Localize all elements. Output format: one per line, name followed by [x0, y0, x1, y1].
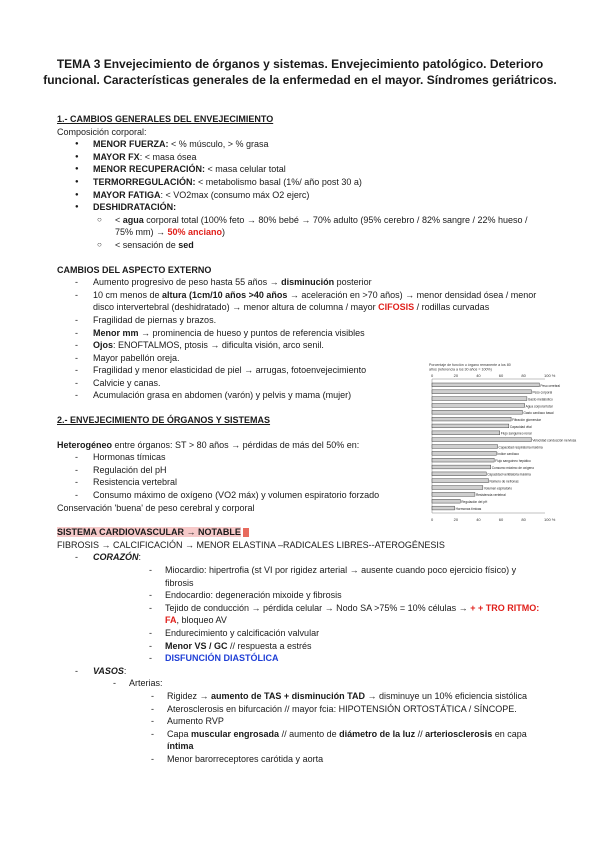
- list-item: - Menor mm → prominencia de hueso y puntos de referencia visibles: [57, 327, 547, 340]
- chart-tick-label-top: 40: [476, 373, 481, 378]
- chart-category-label: Gasto metabólico: [527, 397, 553, 402]
- chart-bar: [432, 424, 509, 428]
- vessels-list: [57, 665, 547, 678]
- chart-tick-label: 0: [431, 517, 434, 522]
- chart-bar: [432, 492, 475, 496]
- list-item: - Capa muscular engrosada // aumento de diámetro de la luz // arteriosclerosis en capa íntima: [59, 728, 547, 753]
- composition-intro: Composición corporal:: [57, 126, 147, 137]
- list-item: ○ < agua corporal total (100% feto → 80% bebé → 70% adulto (95% cerebro / 82% sangre / 22% hueso / 75% mm) → 50% anciano): [57, 214, 547, 239]
- chart-bar: [432, 383, 539, 387]
- chart-bar: [432, 479, 489, 483]
- chart-bar: [432, 472, 486, 476]
- chart-tick-label-top: 60: [498, 373, 504, 378]
- list-item: - Resistencia vertebral: [57, 476, 547, 489]
- list-item: - Fragilidad y menor elasticidad de piel → arrugas, fotoenvejecimiento: [57, 364, 547, 377]
- chart-bar: [432, 431, 500, 435]
- conservation-note: Conservación 'buena' de peso cerebral y corporal: [57, 502, 255, 513]
- chart-bar: [432, 506, 455, 510]
- heterogeneous-intro: Heterogéneo entre órganos: ST > 80 años → pérdidas de más del 50% en:: [57, 439, 360, 450]
- list-item: ● MAYOR FATIGA: < VO2max (consumo máx O2 ejerc): [57, 189, 547, 202]
- list-item: - Endurecimiento y calcificación valvular: [57, 627, 547, 640]
- chart-bar: [432, 458, 494, 462]
- chart-bar: [432, 445, 498, 449]
- list-item: ● MENOR FUERZA: < % músculo, > % grasa: [57, 138, 547, 151]
- chart-tick-label: 40: [476, 517, 481, 522]
- chart-bar: [432, 410, 522, 414]
- chart-category-label: Capacidad respiratoria máxima: [498, 445, 543, 450]
- list-item: - Consumo máximo de oxígeno (VO2 máx) y volumen espiratorio forzado: [57, 489, 547, 502]
- list-item: - Hormonas tímicas: [57, 451, 547, 464]
- heart-list: [57, 564, 547, 665]
- section-heading-organos: 2.- ENVEJECIMIENTO DE ÓRGANOS Y SISTEMAS: [57, 415, 271, 426]
- list-item: - Menor VS / GC // respuesta a estrés: [57, 640, 547, 653]
- arteries-list: [59, 690, 547, 766]
- chart-category-label: Peso corporal: [532, 390, 553, 395]
- chart-category-label: Agua corporal total: [525, 404, 553, 409]
- chart-tick-label: 20: [453, 517, 459, 522]
- chart-category-label: Peso cerebral: [540, 383, 561, 388]
- list-item: - Rigidez → aumento de TAS + disminución TAD → disminuye un 10% eficiencia sistólica: [59, 690, 547, 703]
- chart-bar: [432, 486, 483, 490]
- chart-category-label: Filtración glomerular: [512, 417, 541, 422]
- chart-category-label: Consumo máximo de oxígeno: [491, 465, 535, 470]
- chart-title: Porcentaje de función u órgano remanente a los 80 años (referencia a los 30 años = 100%): [429, 363, 511, 372]
- chart-bar: [432, 499, 460, 503]
- chart-category-label: Flujo sanguíneo renal: [500, 431, 532, 436]
- section-heading-cardiovascular: SISTEMA CARDIOVASCULAR → NOTABLE: [57, 526, 547, 539]
- list-item: - Ojos: ENOFTALMOS, ptosis → dificulta visión, arco senil.: [57, 339, 547, 352]
- chart-bar: [432, 404, 525, 408]
- page-title: TEMA 3 Envejecimiento de órganos y sistemas. Envejecimiento patológico. Deterioro funcional. Características generales de la enfermedad en el mayor. Síndromes geriátricos.: [43, 57, 557, 87]
- chart-category-label: Índice cardíaco: [497, 452, 520, 457]
- chart-tick-label: 100 %: [544, 517, 556, 522]
- list-item: - CORAZÓN:: [57, 551, 547, 564]
- list-item: - Fragilidad de piernas y brazos.: [57, 314, 547, 327]
- chart-bar: [432, 451, 496, 455]
- list-item: - Endocardio: degeneración mixoide y fibrosis: [57, 589, 547, 602]
- chart-category-label: Volumen espiratorio: [483, 486, 513, 491]
- list-item: - Arterias:: [21, 677, 547, 690]
- chart-tick-label-top: 80: [521, 373, 526, 378]
- list-item: ● DESHIDRATACIÓN:: [57, 201, 547, 214]
- list-item: - 10 cm menos de altura (1cm/10 años >40 años → aceleración en >70 años) → menor densidad ósea / menor disco intervertebral (deshidratado) → menor altura de columna / mayor CIFOSIS / rodillas curvadas: [57, 289, 548, 314]
- section-heading-aspecto-externo: CAMBIOS DEL ASPECTO EXTERNO: [57, 264, 212, 275]
- chart-category-label: Resistencia vertebral: [475, 493, 506, 498]
- list-item: - Regulación del pH: [57, 464, 547, 477]
- cardio-list: [57, 551, 547, 564]
- list-item: ○ < sensación de sed: [57, 239, 547, 252]
- list-item: - Aumento RVP: [59, 715, 547, 728]
- chart-category-label: Capacidad ventilatoria máxima: [487, 472, 531, 477]
- chart-tick-label-top: 20: [453, 373, 459, 378]
- list-item: - Miocardio: hipertrofia (st VI por rigidez arterial → ausente cuando poco ejercicio físico) y fibrosis: [57, 564, 547, 589]
- chart-bar: [432, 438, 531, 442]
- chart-category-label: Número de nefronas: [489, 479, 519, 484]
- chart-bar: [432, 417, 511, 421]
- cardio-summary-line: FIBROSIS → CALCIFICACIÓN → MENOR ELASTINA –RADICALES LIBRES--ATEROGÉNESIS: [57, 539, 445, 550]
- organ-function-chart: [427, 361, 577, 526]
- chart-bar: [432, 465, 491, 469]
- list-item: - Calvicie y canas.: [57, 377, 547, 390]
- list-item: ● TERMORREGULACIÓN: < metabolismo basal (1%/ año post 30 a): [57, 176, 547, 189]
- list-item: - Acumulación grasa en abdomen (varón) y pelvis y mama (mujer): [57, 389, 547, 402]
- list-item: - DISFUNCIÓN DIASTÓLICA: [57, 652, 547, 665]
- section-heading-cambios-generales: 1.- CAMBIOS GENERALES DEL ENVEJECIMIENTO: [57, 114, 274, 124]
- chart-bar: [432, 390, 531, 394]
- chart-tick-label-top: 0: [431, 373, 434, 378]
- chart-category-label: Regulación del pH: [461, 500, 488, 505]
- list-item: - VASOS:: [57, 665, 547, 678]
- chart-category-label: Hormonas tímicas: [455, 506, 482, 511]
- arteries-heading-list: [21, 677, 547, 690]
- list-item: - Mayor pabellón oreja.: [57, 352, 547, 365]
- chart-tick-label-top: 100 %: [544, 373, 556, 378]
- list-item: - Aumento progresivo de peso hasta 55 años → disminución posterior: [57, 276, 547, 289]
- list-item: ● MENOR RECUPERACIÓN: < masa celular total: [57, 163, 547, 176]
- composition-list: [57, 138, 547, 214]
- hydration-sublist: [57, 214, 547, 252]
- chart-tick-label: 60: [498, 517, 504, 522]
- chart-category-label: Capacidad vital: [509, 424, 532, 429]
- list-item: - Menor barorreceptores carótida y aorta: [59, 753, 547, 766]
- highlight-marker-icon: [243, 528, 249, 537]
- chart-category-label: Flujo sanguíneo hepático: [495, 459, 531, 464]
- list-item: - Aterosclerosis en bifurcación // mayor fcia: HIPOTENSIÓN ORTOSTÁTICA / SÍNCOPE.: [59, 703, 547, 716]
- chart-category-label: Gasto cardíaco basal: [523, 411, 554, 416]
- list-item: ● MAYOR FX: < masa ósea: [57, 151, 547, 164]
- chart-svg: [427, 361, 577, 526]
- list-item: - Tejido de conducción → pérdida celular → Nodo SA >75% = 10% células → + + TRO RITMO: FA, bloqueo AV: [57, 602, 547, 627]
- chart-bar: [432, 397, 527, 401]
- chart-tick-label: 80: [521, 517, 526, 522]
- chart-category-label: Velocidad conducción nerviosa: [532, 438, 577, 443]
